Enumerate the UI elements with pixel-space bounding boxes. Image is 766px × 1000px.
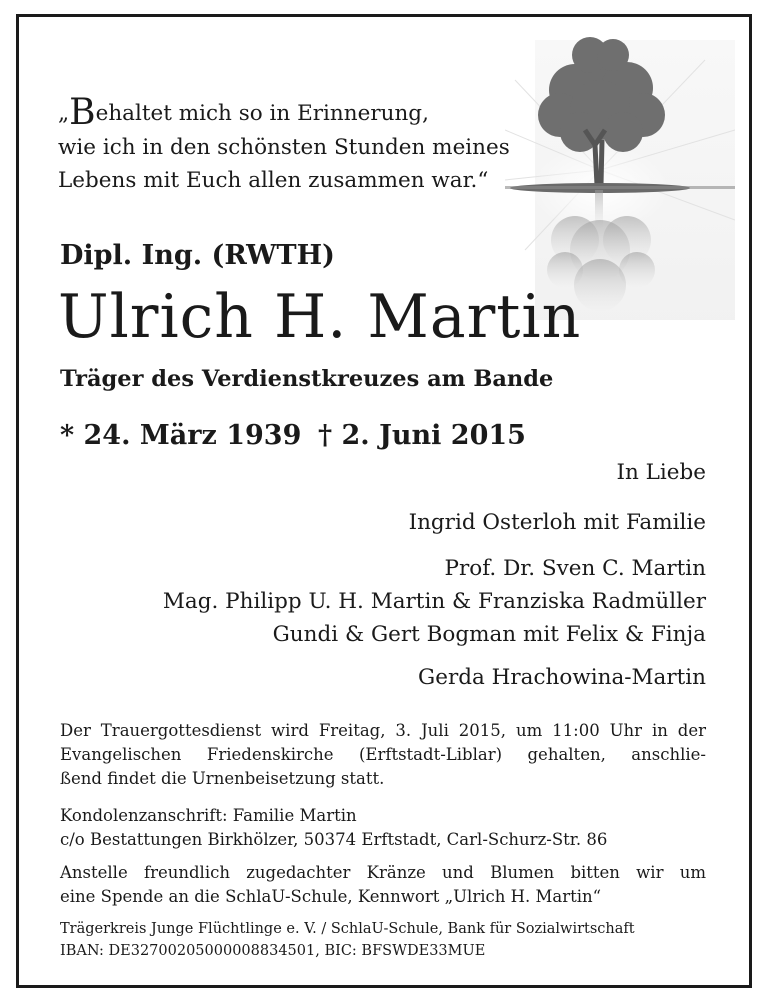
quote-line-3: Lebens mit Euch allen zusammen war.“	[58, 168, 489, 193]
donation-line-1: Anstelle freundlich zugedachter Kränze und Blumen bitten wir um	[60, 863, 706, 882]
quote-line-2: wie ich in den schönsten Stunden meines	[58, 135, 510, 160]
bank-line-2: IBAN: DE32700205000008834501, BIC: BFSWDE33MUE	[60, 943, 486, 959]
service-line-2: Evangelischen Friedenskirche (Erftstadt-Liblar) gehalten, anschlie-	[60, 745, 706, 764]
mourner-1: Ingrid Osterloh mit Familie	[408, 510, 706, 535]
birth-date: * 24. März 1939	[60, 420, 302, 451]
donation-request	[60, 861, 706, 909]
deceased-name: Ulrich H. Martin	[58, 282, 582, 352]
donation-line-2: eine Spende an die SchlaU-Schule, Kennwort „Ulrich H. Martin“	[60, 887, 602, 906]
mourner-2: Prof. Dr. Sven C. Martin	[444, 556, 706, 581]
condolence-line-2: c/o Bestattungen Birkhölzer, 50374 Erftstadt, Carl-Schurz-Str. 86	[60, 830, 608, 849]
quote-line-1: ehaltet mich so in Erinnerung,	[95, 101, 429, 126]
bank-details	[60, 918, 635, 962]
death-date: † 2. Juni 2015	[318, 420, 526, 451]
quote-open-mark: „	[58, 101, 70, 126]
condolence-line-1: Kondolenzanschrift: Familie Martin	[60, 806, 357, 825]
honor-line: Träger des Verdienstkreuzes am Bande	[60, 366, 554, 392]
service-line-3: ßend findet die Urnenbeisetzung statt.	[60, 769, 385, 788]
mourner-3: Mag. Philipp U. H. Martin & Franziska Radmüller	[162, 589, 706, 614]
academic-title: Dipl. Ing. (RWTH)	[60, 240, 335, 271]
memorial-quote	[58, 92, 510, 197]
service-line-1: Der Trauergottesdienst wird Freitag, 3. Juli 2015, um 11:00 Uhr in der	[60, 721, 706, 740]
service-info	[60, 719, 706, 791]
bank-line-1: Trägerkreis Junge Flüchtlinge e. V. / SchlaU-Schule, Bank für Sozialwirtschaft	[60, 921, 635, 937]
in-love-label: In Liebe	[616, 460, 706, 485]
mourner-5: Gerda Hrachowina-Martin	[418, 665, 706, 690]
quote-initial: B	[69, 92, 96, 133]
mourner-4: Gundi & Gert Bogman mit Felix & Finja	[272, 622, 706, 647]
condolence-address	[60, 804, 607, 852]
